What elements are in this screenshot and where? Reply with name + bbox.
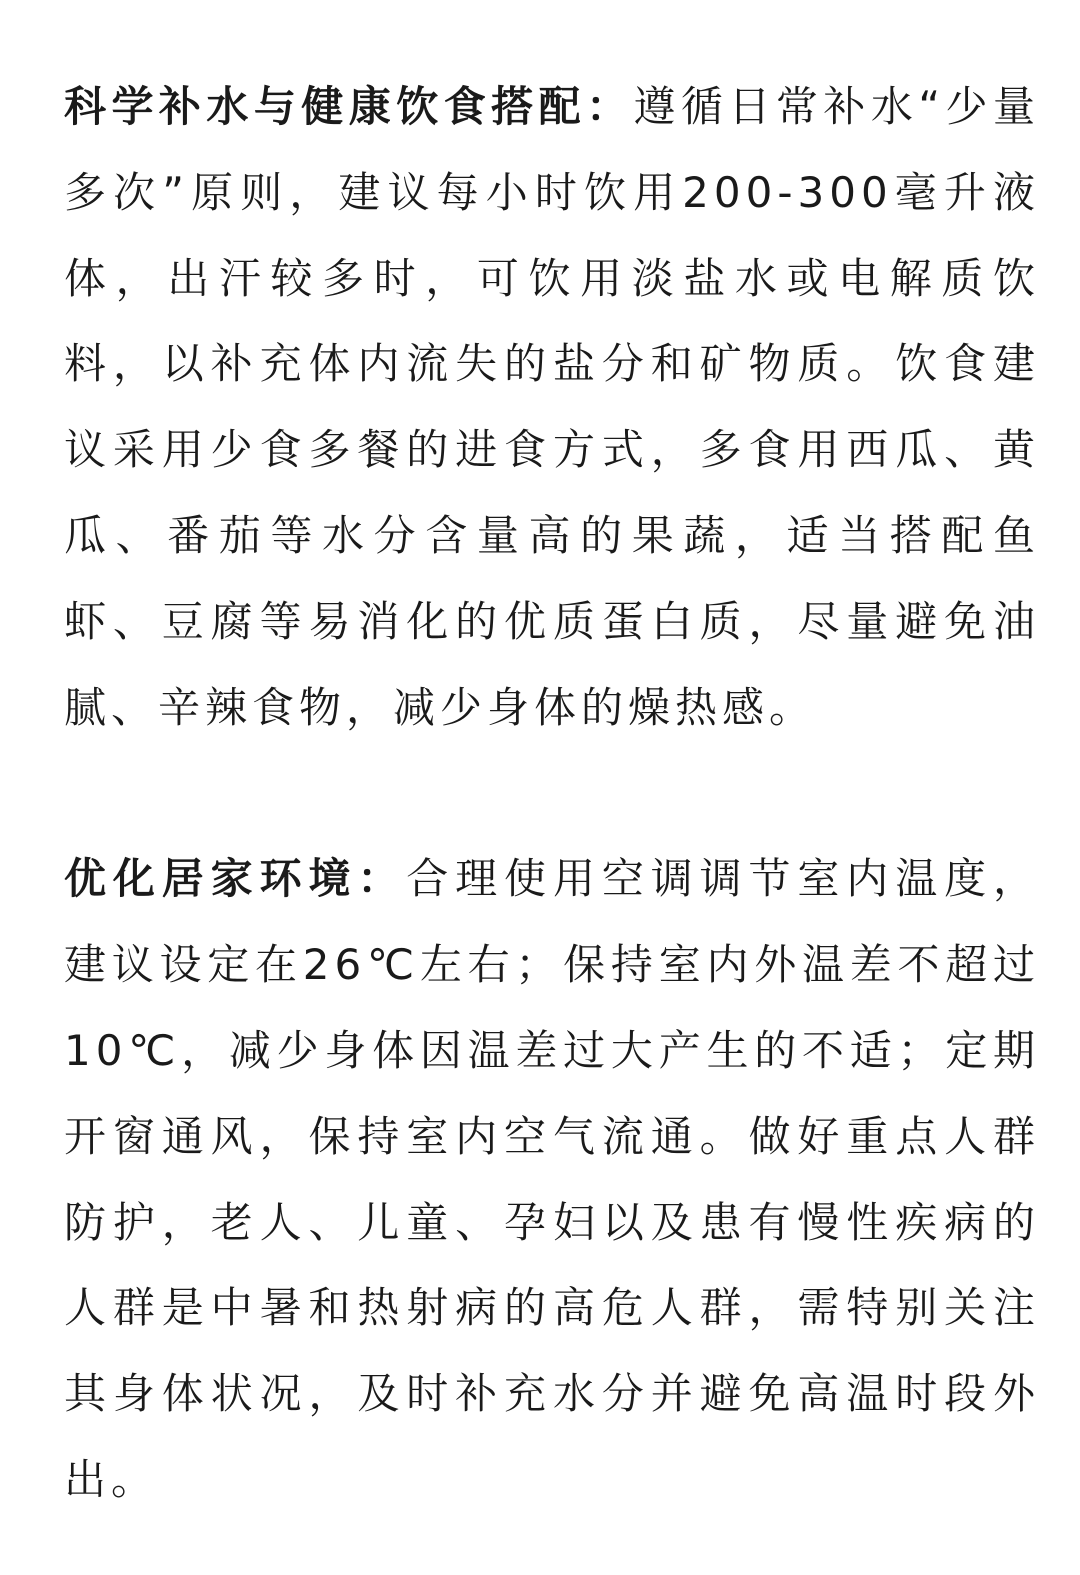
- paragraph-heading: 优化居家环境：: [64, 854, 407, 904]
- article-body: [64, 64, 1040, 1523]
- paragraph-home-environment: [64, 836, 1040, 1522]
- paragraph-text: 遵循日常补水“少量多次”原则，建议每小时饮用200-300毫升液体，出汗较多时，可饮用淡盐水或电解质饮料，以补充体内流失的盐分和矿物质。饮食建议采用少食多餐的进食方式，多食用西瓜、黄瓜、番茄等水分含量高的果蔬，适当搭配鱼虾、豆腐等易消化的优质蛋白质，尽量避免油腻、辛辣食物，减少身体的燥热感。: [64, 82, 1040, 732]
- paragraph-hydration-diet: [64, 64, 1040, 750]
- paragraph-text: 合理使用空调调节室内温度，建议设定在26℃左右；保持室内外温差不超过10℃，减少身体因温差过大产生的不适；定期开窗通风，保持室内空气流通。做好重点人群防护，老人、儿童、孕妇以及患有慢性疾病的人群是中暑和热射病的高危人群，需特别关注其身体状况，及时补充水分并避免高温时段外出。: [64, 854, 1040, 1504]
- paragraph-heading: 科学补水与健康饮食搭配：: [64, 82, 634, 131]
